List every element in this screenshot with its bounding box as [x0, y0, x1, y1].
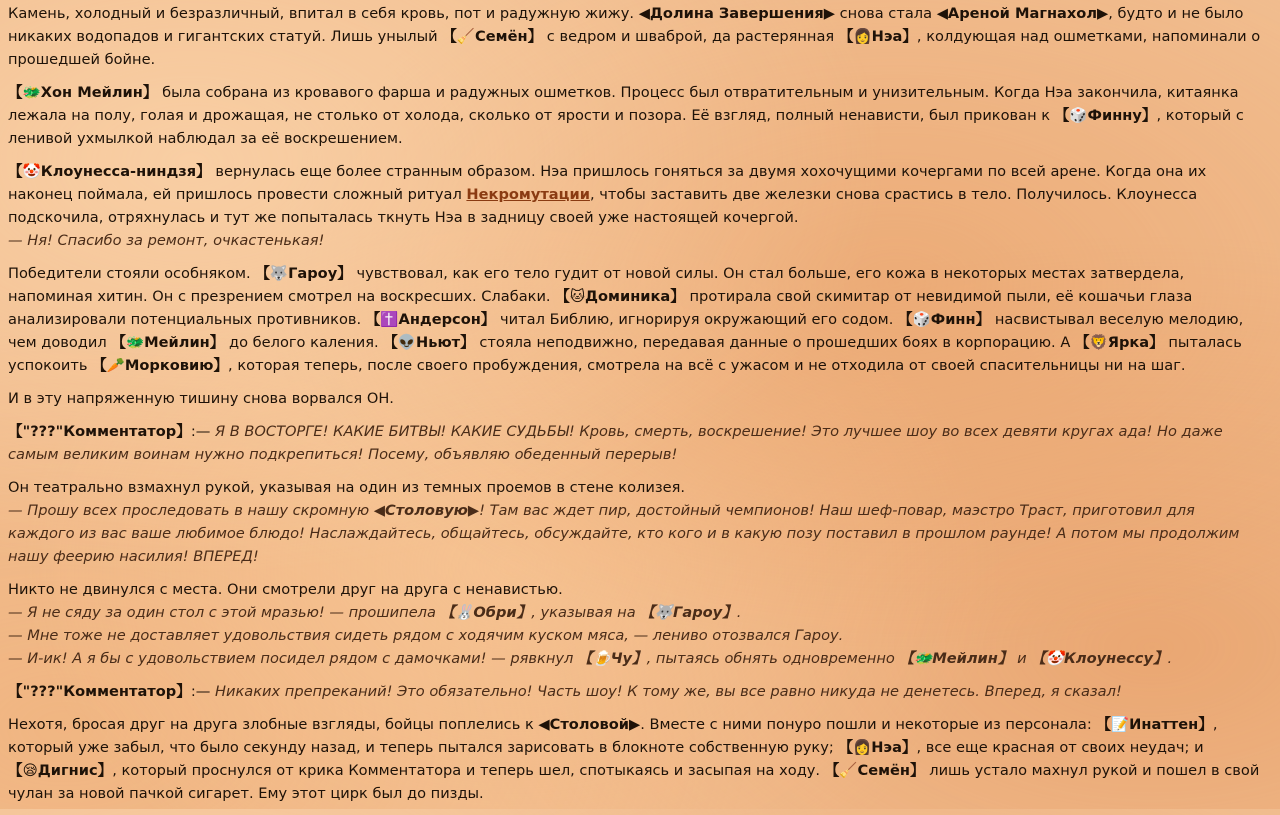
location-dolina: ◀Долина Завершения▶ — [638, 5, 835, 22]
text: — И-ик! А я бы с удовольствием посидел рядом с дамочками! — рявкнул — [8, 650, 578, 667]
text: , все еще красная от своих неудач; и — [916, 739, 1204, 756]
character-meilin: 【🐲Мейлин】 — [111, 334, 225, 351]
text: , который проснулся от крика Комментатора и теперь шел, спотыкаясь и засыпая на ходу. — [112, 762, 825, 779]
text: . Вместе с ними понуро пошли и некоторые из персонала: — [640, 716, 1097, 733]
paragraph-commentator-1 — [8, 420, 1264, 466]
character-semen: 【🧹Семён】 — [442, 28, 543, 45]
character-finn: 【🎲Финн】 — [897, 311, 991, 328]
character-nea: 【👩Нэа】 — [838, 28, 917, 45]
text: стояла неподвижно, передавая данные о прошедших боях в корпорацию. А — [474, 334, 1075, 351]
character-semen: 【🧹Семён】 — [824, 762, 925, 779]
paragraph-invitation — [8, 476, 1264, 568]
text: , колдующая над ошметками, напоминали о прошедшей бойне. — [8, 28, 1261, 68]
text: Победители стояли особняком. — [8, 265, 256, 282]
speech-commentator-2: Никаких препрекaний! Это обязательно! Часть шоу! К тому же, вы все равно никуда не денетесь. Вперед, я сказал! — [214, 683, 1122, 700]
character-anderson: 【✝️Андерсон】 — [365, 311, 496, 328]
text: Нехотя, бросая друг на друга злобные взгляды, бойцы поплелись к — [8, 716, 539, 733]
text: ! Там вас ждет пир, достойный чемпионов! Наш шеф-повар, маэстро Траст, приготовил для каждого из вас ваше любимое блюдо! Наслаждайтесь, общайтесь, обсуждайте, кто кого и в какую позу поставил в прошлом раунде! А потом мы продолжим нашу феерию насилия! ВПЕРЕД! — [8, 502, 1240, 565]
character-meilin: 【🐲Мейлин】 — [899, 650, 1013, 667]
text: И в эту напряженную тишину снова ворвался ОН. — [8, 390, 394, 407]
character-commentator: 【"???"Комментатор】 — [8, 683, 191, 700]
text: пыталась успокоить — [8, 334, 1242, 374]
text: протирала свой скимитар от невидимой пыли, её кошачьи глаза анализировали потенциальных противников. — [8, 288, 1193, 328]
text: , чтобы заставить две железки снова срастись в тело. Получилось. Клоунесса подскочила, отряхнулась и тут же попыталась ткнуть Нэа в задницу своей уже настоящей кочергой. — [8, 186, 1198, 226]
character-chu: 【🍺Чу】 — [577, 650, 647, 667]
text: была собрана из кровавого фарша и радужных ошметков. Процесс был отвратительным и унизительным. Когда Нэа закончила, китаянка лежала на полу, голая и дрожащая, не столько от холода, сколько от ярости и позора. Её взгляд, полный ненависти, был прикован к — [8, 84, 1239, 124]
character-dominika: 【🐱Доминика】 — [555, 288, 685, 305]
speech-commentator-invite — [8, 502, 1239, 565]
character-inatten: 【📝Инаттен】 — [1096, 716, 1213, 733]
text: до белого каления. — [224, 334, 384, 351]
paragraph-march — [8, 713, 1264, 805]
character-garou: 【🐺Гароу】 — [640, 604, 737, 621]
character-newt: 【👽Ньют】 — [383, 334, 475, 351]
character-dignis: 【😪Дигнис】 — [8, 762, 113, 779]
story-text — [8, 2, 1264, 815]
text: Никто не двинулся с места. Они смотрели друг на друга с ненавистью. — [8, 581, 563, 598]
character-garou: 【🐺Гароу】 — [255, 265, 352, 282]
text: лишь устало махнул рукой и пошел в свой чулан за новой пачкой сигарет. Ему этот цирк был до пизды. — [8, 762, 1260, 802]
text: — Я не сяду за один стол с этой мразью! — прошипела — [8, 604, 441, 621]
speech-chu — [8, 650, 1172, 667]
text: — Прошу всех проследовать в нашу скромную — [8, 502, 374, 519]
character-obri: 【🐰Обри】 — [440, 604, 532, 621]
text: , пытаясь обнять одновременно — [646, 650, 900, 667]
location-stolovaya: ◀Столовой▶ — [538, 716, 641, 733]
text: . — [736, 604, 742, 621]
text: и — [1012, 650, 1032, 667]
paragraph-meilin — [8, 81, 1264, 150]
text: Камень, холодный и безразличный, впитал в себя кровь, пот и радужную жижу. — [8, 5, 639, 22]
speech-clown: — Ня! Спасибо за ремонт, очкастенькая! — [8, 232, 325, 249]
character-finn: 【🎲Финну】 — [1054, 107, 1157, 124]
speech-commentator: Я В ВОСТОРГЕ! КАКИЕ БИТВЫ! КАКИЕ СУДЬБЫ! Кровь, смерть, воскрешение! Это лучшее шоу во всех девяти кругах ада! Но даже самым великим воинам нужно подкрепиться! Посему, объявляю обеденный перерыв! — [8, 423, 1223, 463]
text: читал Библию, игнорируя окружающий его содом. — [495, 311, 898, 328]
character-meilin: 【🐲Хон Мейлин】 — [8, 84, 158, 101]
paragraph-commentator-2 — [8, 680, 1264, 703]
text: насвистывал веселую мелодию, чем доводил — [8, 311, 1244, 351]
paragraph-clown — [8, 160, 1264, 252]
character-clown: 【🤡Клоунесса-ниндзя】 — [8, 163, 211, 180]
paragraph-refusal — [8, 578, 1264, 670]
text: . — [1167, 650, 1173, 667]
text: :— — [190, 683, 215, 700]
text: :— — [190, 423, 215, 440]
text: Он театрально взмахнул рукой, указывая на один из темных проемов в стене колизея. — [8, 479, 685, 496]
character-nea: 【👩Нэа】 — [838, 739, 917, 756]
text: , который с ленивой ухмылкой наблюдал за её воскрешением. — [8, 107, 1244, 147]
text: , который уже забыл, что было секунду назад, и теперь пытался зарисовать в блокноте собственную руку; — [8, 716, 1218, 756]
text: вернулась еще более странным образом. Нэа пришлось гоняться за двумя хохочущими кочергами по всей арене. Когда она их наконец поймала, ей пришлось провести сложный ритуал — [8, 163, 1207, 203]
text: , будто и не было никаких водопадов и гигантских статуй. Лишь унылый — [8, 5, 1244, 45]
location-arena: ◀Ареной Магнахол▶ — [936, 5, 1109, 22]
character-yarka: 【🦁Ярка】 — [1074, 334, 1164, 351]
character-commentator: 【"???"Комментатор】 — [8, 423, 191, 440]
necromutation-link[interactable]: Некромутации — [466, 186, 590, 203]
text: , указывая на — [531, 604, 641, 621]
character-clown: 【🤡Клоунессу】 — [1031, 650, 1168, 667]
text: чувствовал, как его тело гудит от новой силы. Он стал больше, его кожа в некоторых местах затвердела, напоминая хитин. Он с презрением смотрел на воскресших. Слабаки. — [8, 265, 1185, 305]
speech-garou: — Мне тоже не доставляет удовольствия сидеть рядом с ходячим куском мяса, — лениво отозвался Гароу. — [8, 627, 844, 644]
text: с ведром и шваброй, да растерянная — [542, 28, 839, 45]
location-stolovaya: ◀Столовую▶ — [373, 502, 480, 519]
paragraph-winners — [8, 262, 1264, 377]
text: , которая теперь, после своего пробуждения, смотрела на всё с ужасом и не отходила от своей спасительницы ни на шаг. — [228, 357, 1186, 374]
paragraph-arena — [8, 2, 1264, 71]
character-morkoviya: 【🥕Морковию】 — [92, 357, 229, 374]
speech-obri — [8, 604, 741, 621]
paragraph-silence — [8, 387, 1264, 410]
text: снова стала — [834, 5, 937, 22]
